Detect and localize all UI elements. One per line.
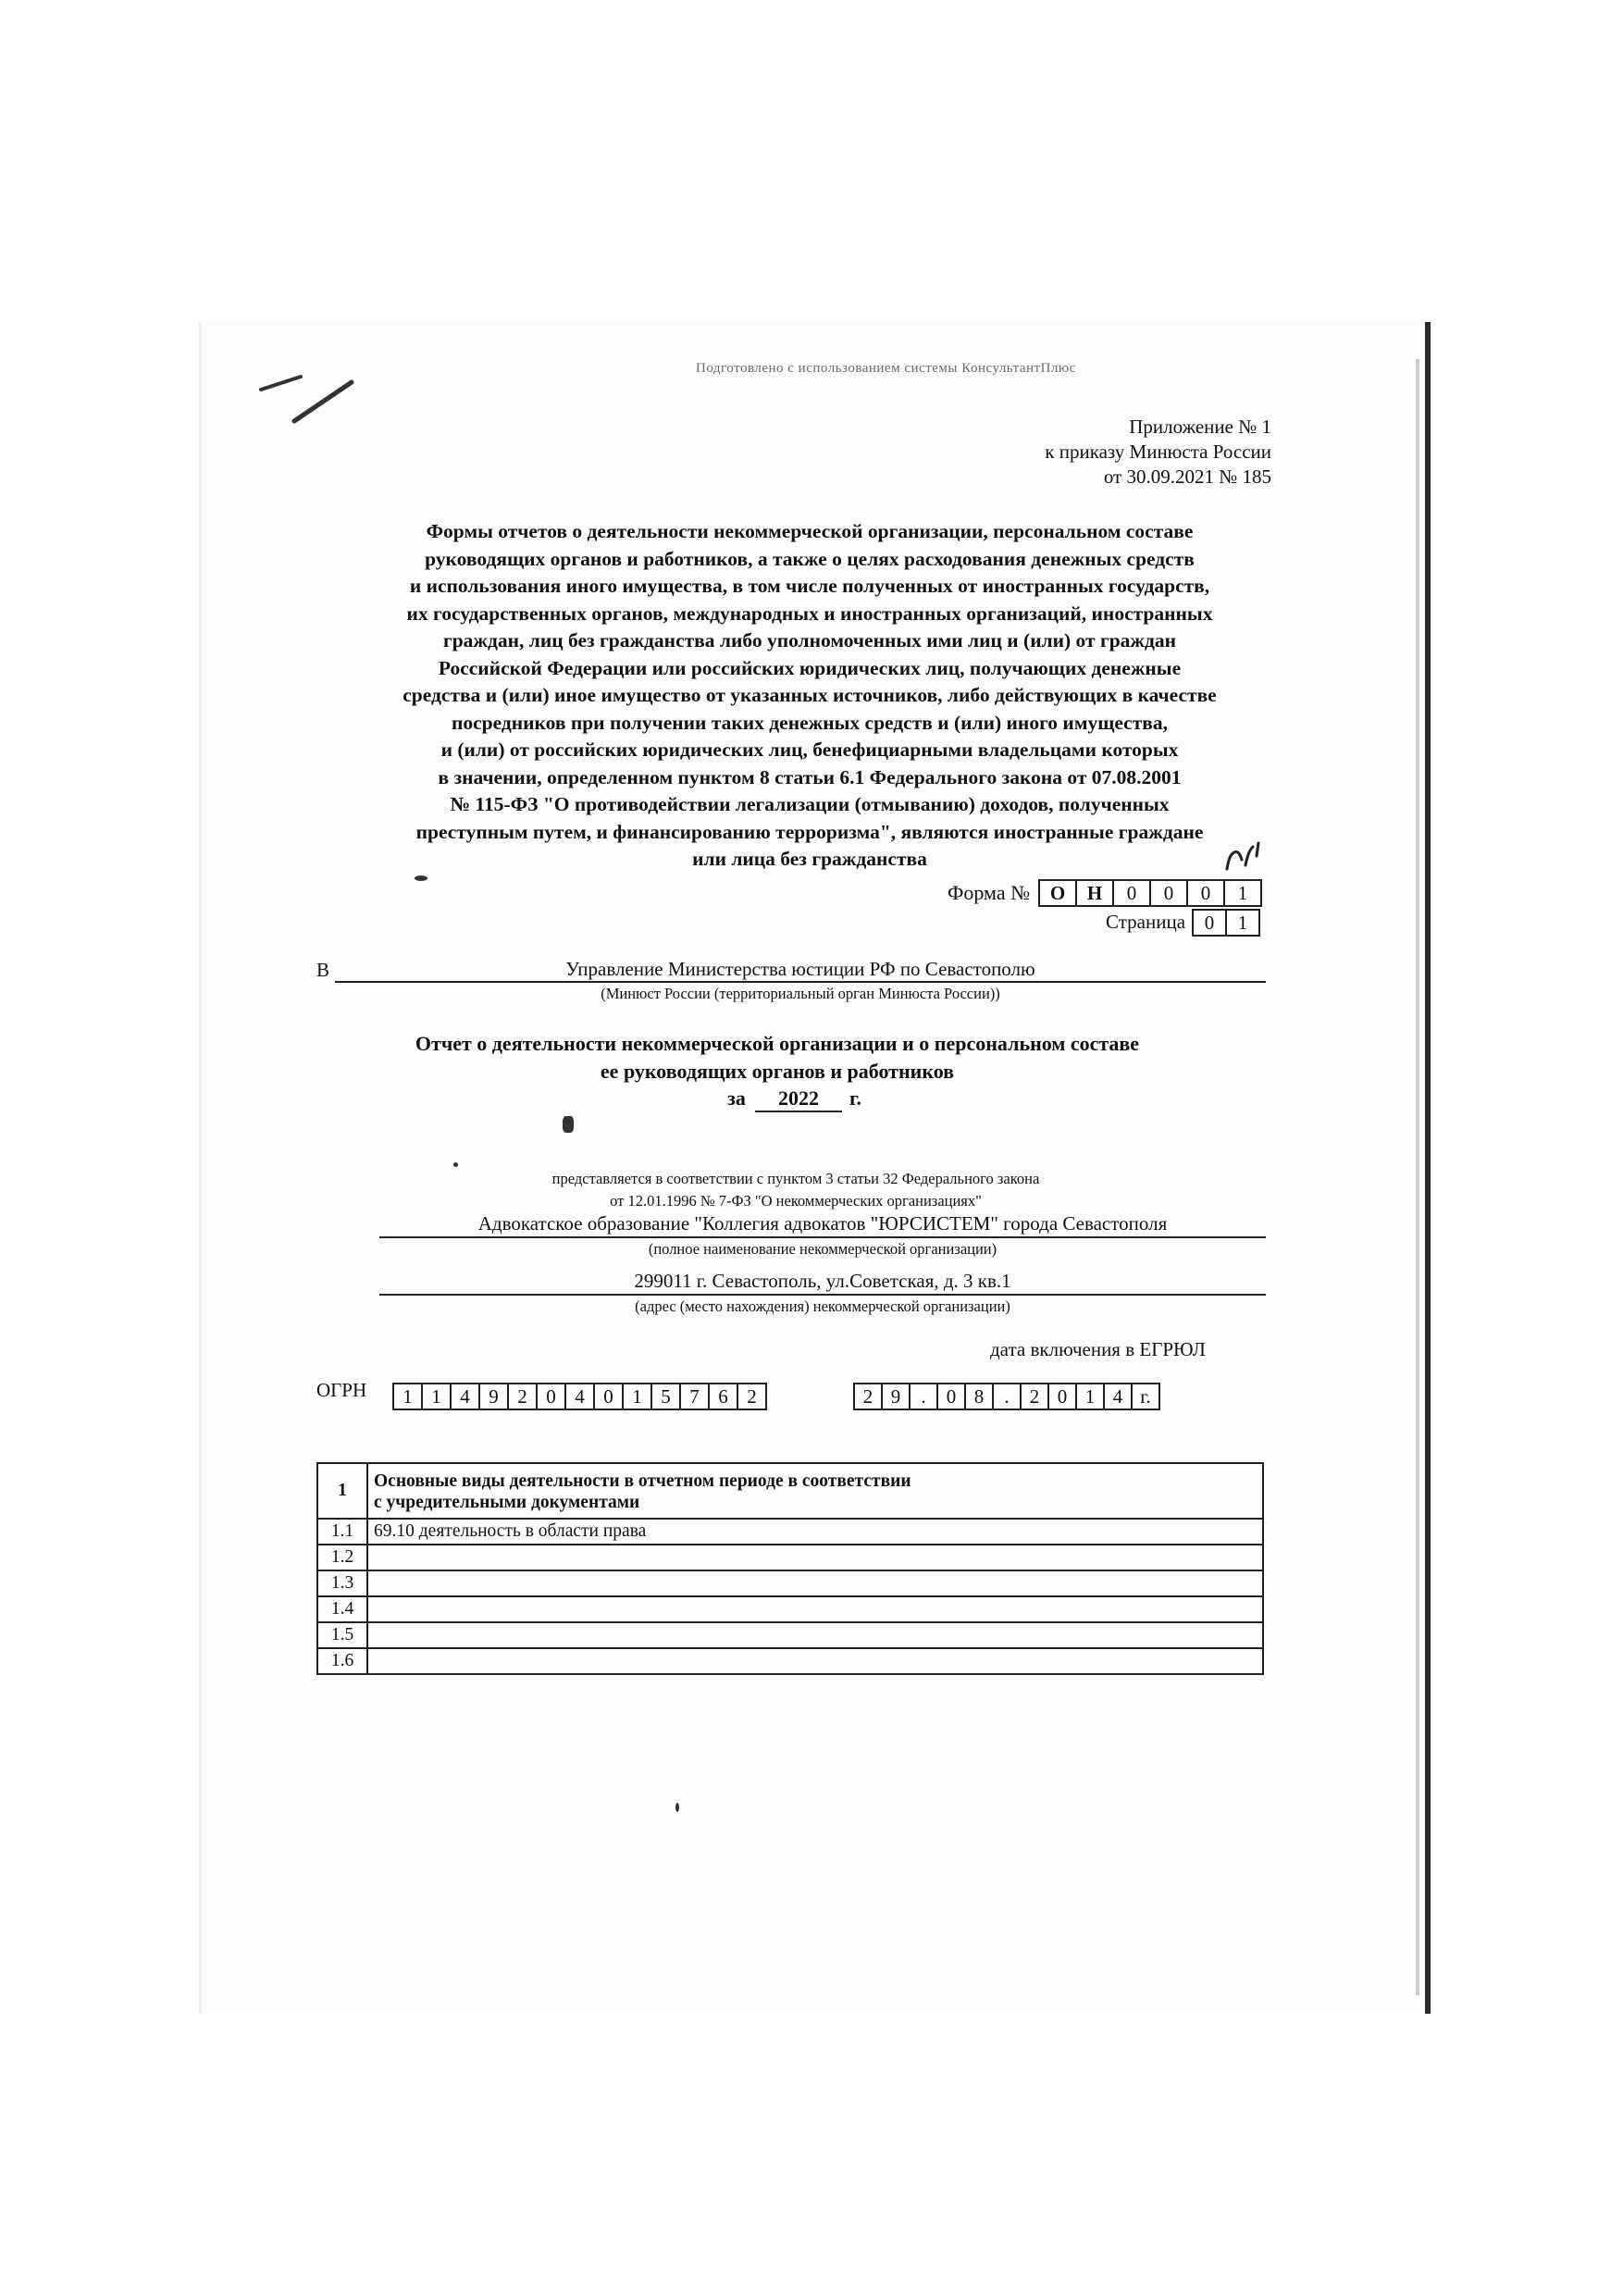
egrul-date-label: дата включения в ЕГРЮЛ [990, 1338, 1206, 1360]
title-line: в значении, определенном пунктом 8 статьи 6.1 Федерального закона от 07.08.2001 [438, 765, 1182, 788]
title-line: средства и (или) иное имущество от указанных источников, либо действующих в качестве [403, 684, 1217, 706]
date-cell: 0 [936, 1383, 966, 1410]
scan-speck [453, 1162, 458, 1167]
page-number-boxes [1194, 909, 1260, 937]
section-title-line-1: Основные виды деятельности в отчетном периоде в соответствии [374, 1471, 911, 1491]
activities-table [316, 1462, 1264, 1675]
table-row [317, 1596, 1263, 1622]
scan-speck [675, 1803, 679, 1812]
section-title-line-2: с учредительными документами [374, 1493, 640, 1512]
form-code-cell: 0 [1112, 879, 1151, 907]
ogrn-digit-cell: 5 [650, 1383, 681, 1410]
date-cell: 2 [1020, 1383, 1049, 1410]
page-label: Страница [1106, 911, 1186, 933]
ogrn-label: ОГРН [316, 1379, 367, 1401]
report-title-line-1: Отчет о деятельности некоммерческой организации и о персональном составе [415, 1032, 1140, 1055]
ogrn-digit-cell: 4 [450, 1383, 480, 1410]
table-row [317, 1622, 1263, 1648]
ogrn-boxes [394, 1383, 767, 1410]
form-number-label: Форма № [948, 881, 1031, 904]
scan-speck [563, 1116, 574, 1133]
title-line: Формы отчетов о деятельности некоммерческой организации, персональном составе [426, 520, 1194, 542]
row-number: 1.6 [317, 1648, 367, 1674]
org-name-caption: (полное наименование некоммерческой организации) [648, 1240, 997, 1258]
appendix-block [1045, 415, 1271, 490]
pen-marks [259, 366, 361, 430]
report-title-line-2: ее руководящих органов и работников [600, 1060, 955, 1083]
form-code-cell: 0 [1186, 879, 1225, 907]
table-row [317, 1545, 1263, 1570]
date-cell: . [909, 1383, 938, 1410]
form-code-cell: 0 [1149, 879, 1188, 907]
recipient-prefix: В [316, 959, 330, 981]
ogrn-digit-cell: 0 [536, 1383, 566, 1410]
row-number: 1.3 [317, 1570, 367, 1596]
consultant-header-note: Подготовлено с использованием системы КонсультантПлюс [696, 361, 1076, 376]
org-name-underline [379, 1236, 1266, 1238]
page-number-cell: 1 [1225, 909, 1260, 937]
date-cell: 4 [1103, 1383, 1133, 1410]
org-address-underline [379, 1294, 1266, 1296]
title-line: и (или) от российских юридических лиц, бенефициарными владельцами которых [440, 738, 1179, 761]
title-line: или лица без гражданства [692, 848, 927, 870]
appendix-line-1: Приложение № 1 [1129, 416, 1271, 438]
title-line: Российской Федерации или российских юридических лиц, получающих денежные [438, 656, 1182, 679]
row-number: 1.1 [317, 1519, 367, 1545]
row-text [367, 1596, 1263, 1622]
table-row [317, 1519, 1263, 1545]
row-number: 1.2 [317, 1545, 367, 1570]
form-code-cell: О [1038, 879, 1077, 907]
title-line: № 115-ФЗ "О противодействии легализации (отмыванию) доходов, полученных [450, 793, 1170, 815]
row-text [367, 1545, 1263, 1570]
report-year-suffix: г. [849, 1086, 862, 1110]
table-row [317, 1570, 1263, 1596]
row-number: 1.4 [317, 1596, 367, 1622]
title-line: и использования иного имущества, в том числе полученных от иностранных государств, [409, 575, 1210, 597]
report-year-underline [755, 1111, 842, 1112]
section-title [367, 1463, 1263, 1519]
handwritten-initials [1221, 838, 1268, 875]
appendix-line-3: от 30.09.2021 № 185 [1103, 465, 1271, 488]
ogrn-digit-cell: 1 [622, 1383, 652, 1410]
row-text [367, 1570, 1263, 1596]
title-line: посредников при получении таких денежных средств и (или) иного имущества, [451, 711, 1169, 734]
egrul-date-boxes [855, 1383, 1160, 1410]
section-number: 1 [317, 1463, 367, 1519]
report-period-za: за [727, 1086, 746, 1110]
date-cell: 0 [1047, 1383, 1077, 1410]
date-cell: 1 [1075, 1383, 1105, 1410]
title-line: руководящих органов и работников, а также о целях расходования денежных средств [425, 547, 1195, 570]
scan-speck [415, 875, 427, 881]
recipient-value: Управление Министерства юстиции РФ по Севастополю [565, 958, 1035, 980]
org-address-caption: (адрес (место нахождения) некоммерческой организации) [635, 1297, 1010, 1315]
org-address: 299011 г. Севастополь, ул.Советская, д. 3 кв.1 [634, 1270, 1011, 1292]
row-text [367, 1622, 1263, 1648]
ogrn-digit-cell: 0 [593, 1383, 624, 1410]
title-line: граждан, лиц без гражданства либо уполномоченных ими лиц и (или) от граждан [442, 629, 1177, 652]
ogrn-digit-cell: 2 [737, 1383, 767, 1410]
activities-header-row [317, 1463, 1263, 1519]
date-cell: . [992, 1383, 1022, 1410]
ogrn-digit-cell: 1 [421, 1383, 452, 1410]
date-cell: 8 [964, 1383, 994, 1410]
row-text [367, 1648, 1263, 1674]
basis-line-1: представляется в соответствии с пунктом 3 статьи 32 Федерального закона [551, 1170, 1040, 1187]
title-line: преступным путем, и финансированию терроризма", являются иностранные граждане [415, 820, 1204, 843]
ogrn-digit-cell: 1 [392, 1383, 423, 1410]
row-number: 1.5 [317, 1622, 367, 1648]
appendix-line-2: к приказу Минюста России [1045, 441, 1271, 463]
page-number-cell: 0 [1192, 909, 1227, 937]
forms-title [324, 518, 1295, 874]
date-cell: г. [1131, 1383, 1160, 1410]
date-cell: 2 [853, 1383, 883, 1410]
ogrn-digit-cell: 4 [564, 1383, 595, 1410]
report-year: 2022 [778, 1086, 819, 1110]
ogrn-digit-cell: 6 [708, 1383, 738, 1410]
recipient-underline [335, 981, 1266, 983]
report-title [370, 1030, 1184, 1086]
form-code-cell: Н [1075, 879, 1114, 907]
ogrn-digit-cell: 2 [507, 1383, 538, 1410]
title-line: их государственных органов, международных и иностранных организаций, иностранных [406, 602, 1213, 625]
org-full-name: Адвокатское образование "Коллегия адвокатов "ЮРСИСТЕМ" города Севастополя [477, 1212, 1168, 1235]
row-text: 69.10 деятельность в области права [367, 1519, 1263, 1545]
date-cell: 9 [881, 1383, 911, 1410]
basis-line-2: от 12.01.1996 № 7-ФЗ "О некоммерческих организациях" [610, 1192, 982, 1210]
ogrn-digit-cell: 7 [679, 1383, 710, 1410]
recipient-caption: (Минюст России (территориальный орган Минюста России)) [601, 985, 1000, 1002]
form-code-cell: 1 [1223, 879, 1262, 907]
form-code-boxes [1040, 879, 1262, 907]
ogrn-digit-cell: 9 [478, 1383, 509, 1410]
table-row [317, 1648, 1263, 1674]
